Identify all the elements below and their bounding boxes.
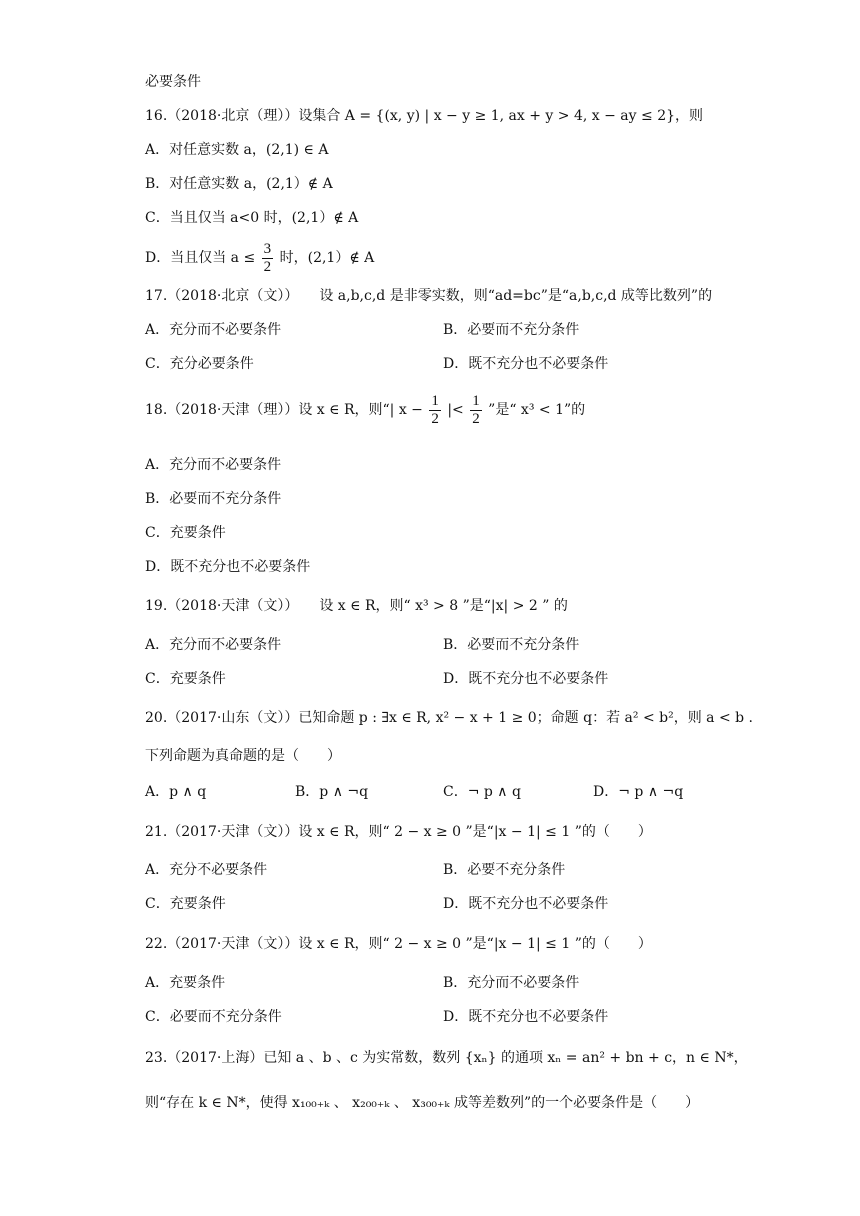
option-16d-suffix: 时，(2,1）∉ A bbox=[279, 250, 375, 266]
question-23: 23.（2017·上海）已知 a 、b 、c 为实常数，数列 {xₙ} 的通项 xₙ = an² + bn + c，n ∈ N*， bbox=[145, 1050, 748, 1066]
option-18a: A．充分而不必要条件 bbox=[145, 457, 282, 473]
option-20a: A．p ∧ q bbox=[145, 784, 207, 800]
option-18b: B．必要而不充分条件 bbox=[145, 491, 282, 507]
fraction-numerator: 1 bbox=[431, 392, 439, 409]
option-19b: B．必要而不充分条件 bbox=[443, 637, 580, 653]
option-19d: D．既不充分也不必要条件 bbox=[443, 671, 609, 687]
option-17d: D．既不充分也不必要条件 bbox=[443, 356, 609, 372]
question-16: 16.（2018·北京（理））设集合 A = {(x, y) | x − y ≥ 1, ax + y > 4, x − ay ≤ 2}，则 bbox=[145, 108, 704, 124]
option-17c: C．充分必要条件 bbox=[145, 356, 254, 372]
option-19a: A．充分而不必要条件 bbox=[145, 637, 282, 653]
question-22: 22.（2017·天津（文））设 x ∈ R，则“ 2 − x ≥ 0 ”是“|x − 1| ≤ 1 ”的（ ） bbox=[145, 936, 652, 952]
fraction-denominator: 2 bbox=[472, 410, 480, 427]
option-16a: A．对任意实数 a，(2,1) ∈ A bbox=[145, 142, 329, 158]
option-22d: D．既不充分也不必要条件 bbox=[443, 1009, 609, 1025]
option-21c: C．充要条件 bbox=[145, 896, 226, 912]
option-22a: A．充要条件 bbox=[145, 975, 226, 991]
fraction-1-2 bbox=[470, 393, 482, 428]
option-19c: C．充要条件 bbox=[145, 671, 226, 687]
question-18 bbox=[145, 390, 585, 430]
option-20b: B．p ∧ ¬q bbox=[295, 784, 369, 800]
option-18d: D．既不充分也不必要条件 bbox=[145, 559, 311, 575]
question-19: 19.（2018·天津（文）） 设 x ∈ R，则“ x³ > 8 ”是“|x| > 2 ” 的 bbox=[145, 598, 568, 614]
fraction-numerator: 3 bbox=[263, 240, 272, 257]
option-22b: B．充分而不必要条件 bbox=[443, 975, 580, 991]
text-line: 必要条件 bbox=[145, 74, 201, 90]
fraction-denominator: 2 bbox=[431, 410, 439, 427]
option-21d: D．既不充分也不必要条件 bbox=[443, 896, 609, 912]
option-16d-prefix: D．当且仅当 a ≤ bbox=[145, 250, 256, 266]
question-20-continued: 下列命题为真命题的是（ ） bbox=[145, 748, 341, 764]
option-17a: A．充分而不必要条件 bbox=[145, 322, 282, 338]
fraction-1-2 bbox=[429, 393, 441, 428]
option-16d bbox=[145, 238, 374, 278]
question-21: 21.（2017·天津（文））设 x ∈ R，则“ 2 − x ≥ 0 ”是“|x − 1| ≤ 1 ”的（ ） bbox=[145, 824, 652, 840]
option-18c: C．充要条件 bbox=[145, 525, 226, 541]
fraction-denominator: 2 bbox=[263, 258, 272, 275]
option-16c: C．当且仅当 a<0 时，(2,1）∉ A bbox=[145, 210, 359, 226]
question-18-prefix: 18.（2018·天津（理））设 x ∈ R，则“| x − bbox=[145, 402, 423, 418]
option-20d: D．¬ p ∧ ¬q bbox=[593, 784, 684, 800]
question-18-suffix: ”是“ x³ < 1”的 bbox=[488, 402, 586, 418]
question-18-middle: |< bbox=[447, 402, 464, 418]
option-17b: B．必要而不充分条件 bbox=[443, 322, 580, 338]
option-16b: B．对任意实数 a，(2,1）∉ A bbox=[145, 176, 333, 192]
option-22c: C．必要而不充分条件 bbox=[145, 1009, 282, 1025]
question-23-continued: 则“存在 k ∈ N*，使得 x₁₀₀₊ₖ 、 x₂₀₀₊ₖ 、 x₃₀₀₊ₖ 成等差数列”的一个必要条件是（ ） bbox=[145, 1095, 700, 1111]
fraction-3-2 bbox=[262, 241, 274, 276]
option-21b: B．必要不充分条件 bbox=[443, 862, 566, 878]
question-17: 17.（2018·北京（文）） 设 a,b,c,d 是非零实数，则“ad=bc”是“a,b,c,d 成等比数列”的 bbox=[145, 288, 713, 304]
fraction-numerator: 1 bbox=[472, 392, 480, 409]
question-20: 20.（2017·山东（文））已知命题 p : ∃x ∈ R, x² − x + 1 ≥ 0；命题 q：若 a² < b²，则 a < b . bbox=[145, 710, 753, 726]
option-21a: A．充分不必要条件 bbox=[145, 862, 268, 878]
option-20c: C．¬ p ∧ q bbox=[443, 784, 521, 800]
